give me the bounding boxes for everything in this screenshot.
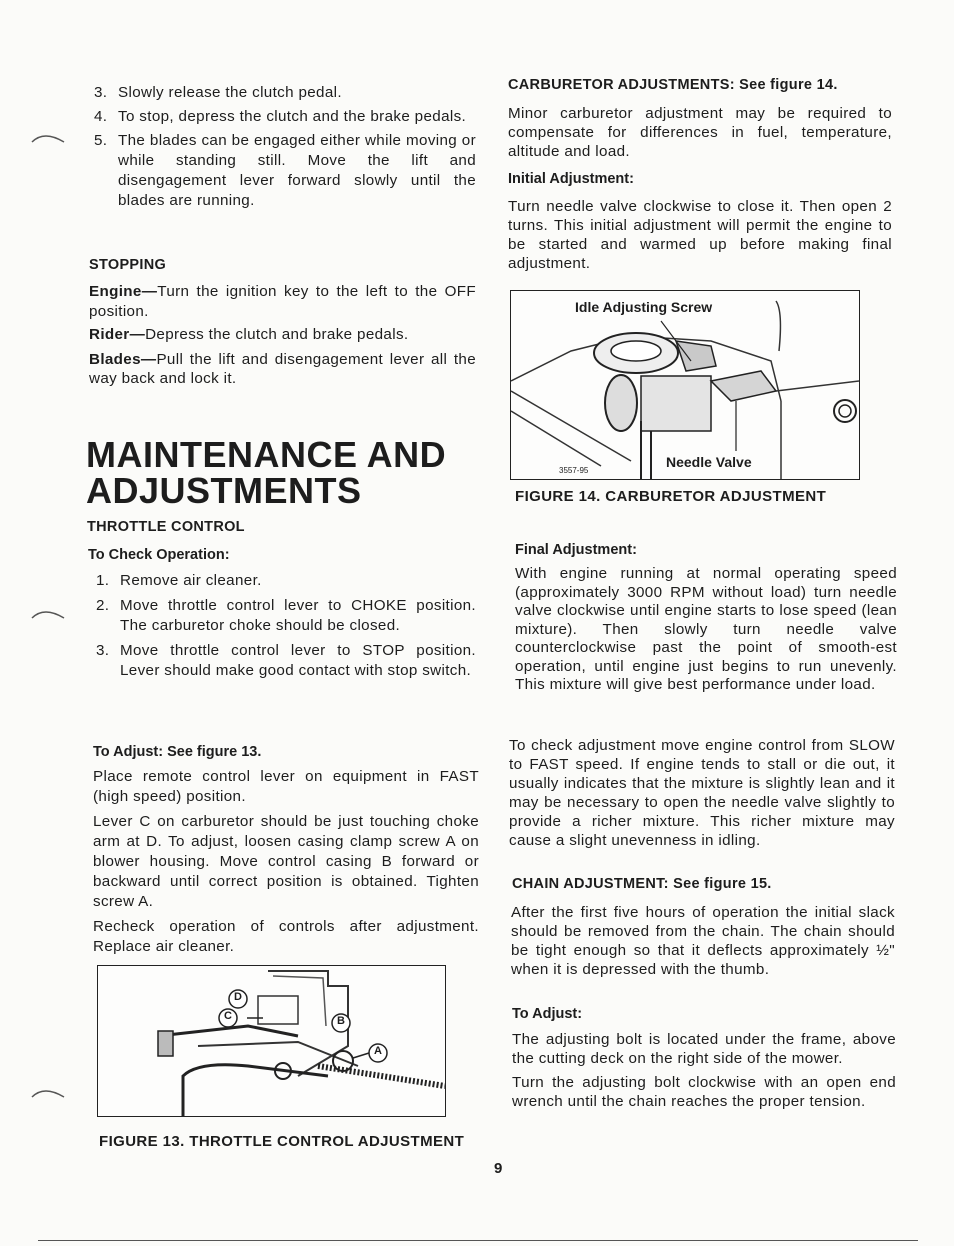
figure-13-illustration: [97, 965, 446, 1117]
stopping-rider: Rider—Depress the clutch and brake pedals.: [89, 326, 409, 343]
binder-mark: [30, 1083, 66, 1101]
list-item: 1. Remove air cleaner.: [96, 572, 262, 589]
figure-code: 3557-95: [559, 466, 589, 475]
adjust-paragraph: Place remote control lever on equipment in FAST (high speed) position.: [93, 768, 479, 805]
footer-rule: [38, 1240, 918, 1241]
adjust-paragraphs: [93, 767, 479, 957]
stopping-engine: Engine—Turn the ignition key to the left to the OFF position.: [89, 283, 476, 320]
operation-steps: [92, 83, 476, 211]
label-c: C: [224, 1010, 232, 1022]
figure-14-caption: FIGURE 14. CARBURETOR ADJUSTMENT: [515, 488, 827, 505]
page-number: 9: [494, 1160, 503, 1177]
throttle-linkage-drawing: [98, 966, 445, 1116]
stopping-blades: Blades—Pull the lift and disengagement lever all the way back and lock it.: [89, 350, 476, 387]
initial-adjustment-heading: Initial Adjustment:: [508, 171, 634, 187]
final-adjustment-heading: Final Adjustment:: [515, 542, 637, 558]
needle-valve-label: Needle Valve: [666, 454, 752, 470]
list-item: 5. The blades can be engaged either while moving or while standing still. Move the lift and disengagement lever forward slowly until the blades are running.: [94, 132, 476, 209]
carb-heading: CARBURETOR ADJUSTMENTS: See figure 14.: [508, 77, 838, 93]
label-a: A: [374, 1045, 382, 1057]
binder-mark: [30, 604, 66, 622]
to-adjust-heading: To Adjust: See figure 13.: [93, 744, 262, 760]
check-operation-heading: To Check Operation:: [88, 547, 230, 563]
list-item: 2. Move throttle control lever to CHOKE position. The carburetor choke should be closed.: [96, 597, 476, 634]
list-item: 3. Move throttle control lever to STOP position. Lever should make good contact with stop switch.: [96, 642, 476, 679]
label-b: B: [337, 1015, 345, 1027]
throttle-heading: THROTTLE CONTROL: [87, 519, 245, 535]
idle-adjusting-screw-label: Idle Adjusting Screw: [575, 299, 713, 315]
chain-heading: CHAIN ADJUSTMENT: See figure 15.: [512, 876, 772, 892]
stopping-heading: STOPPING: [89, 257, 167, 273]
figure-13-caption: FIGURE 13. THROTTLE CONTROL ADJUSTMENT: [99, 1133, 465, 1150]
stopping-items: [89, 282, 476, 389]
label-d: D: [234, 991, 242, 1003]
carburetor-drawing: [511, 291, 859, 479]
carb-intro: Minor carburetor adjustment may be required to compensate for differences in fuel, temperature, altitude and load.: [508, 105, 892, 160]
chain-adjust-paragraphs: [512, 1030, 896, 1111]
chain-adjust-paragraph: Turn the adjusting bolt clockwise with an open end wrench until the chain reaches the proper tension.: [512, 1074, 896, 1110]
final-adjustment-text: With engine running at normal operating speed (approximately 3000 RPM without load) turn needle valve clockwise until engine starts to lose speed (lean mixture). Then slowly turn needle valve counterclockwise past the point of smooth-est operation, until engine just begins to run unevenly. This mixture will give best performance under load.: [515, 565, 897, 693]
chain-to-adjust-heading: To Adjust:: [512, 1006, 583, 1022]
adjust-paragraph: Recheck operation of controls after adjustment. Replace air cleaner.: [93, 918, 479, 955]
check-adjustment-text: To check adjustment move engine control from SLOW to FAST speed. If engine tends to stall or die out, it usually indicates that the mixture is slightly lean and it may be necessary to open the needle valve slightly to provide a richer mixture. This richer mixture may cause a slight unevenness in idling.: [509, 737, 895, 849]
binder-mark: [30, 128, 66, 146]
list-item: 4. To stop, depress the clutch and the brake pedals.: [94, 108, 467, 125]
adjust-paragraph: Lever C on carburetor should be just touching choke arm at D. To adjust, loosen casing clamp screw A on blower housing. Move control casing B forward or backward until correct position is obtained. Tighten screw A.: [93, 813, 479, 910]
section-title: [86, 436, 446, 510]
chain-text: After the first five hours of operation the initial slack should be removed from the chain. The chain should be tight enough so that it deflects approximately ½" when it is depressed with the thumb.: [511, 904, 895, 978]
list-item: 3. Slowly release the clutch pedal.: [94, 84, 342, 101]
check-steps: [94, 571, 476, 681]
section-title-line1: MAINTENANCE AND: [86, 434, 447, 475]
chain-adjust-paragraph: The adjusting bolt is located under the frame, above the cutting deck on the right side of the mower.: [512, 1031, 896, 1067]
section-title-line2: ADJUSTMENTS: [86, 470, 362, 511]
initial-adjustment-text: Turn needle valve clockwise to close it. Then open 2 turns. This initial adjustment will permit the engine to be started and warmed up before making final adjustment.: [508, 198, 892, 272]
figure-14-illustration: [510, 290, 860, 480]
